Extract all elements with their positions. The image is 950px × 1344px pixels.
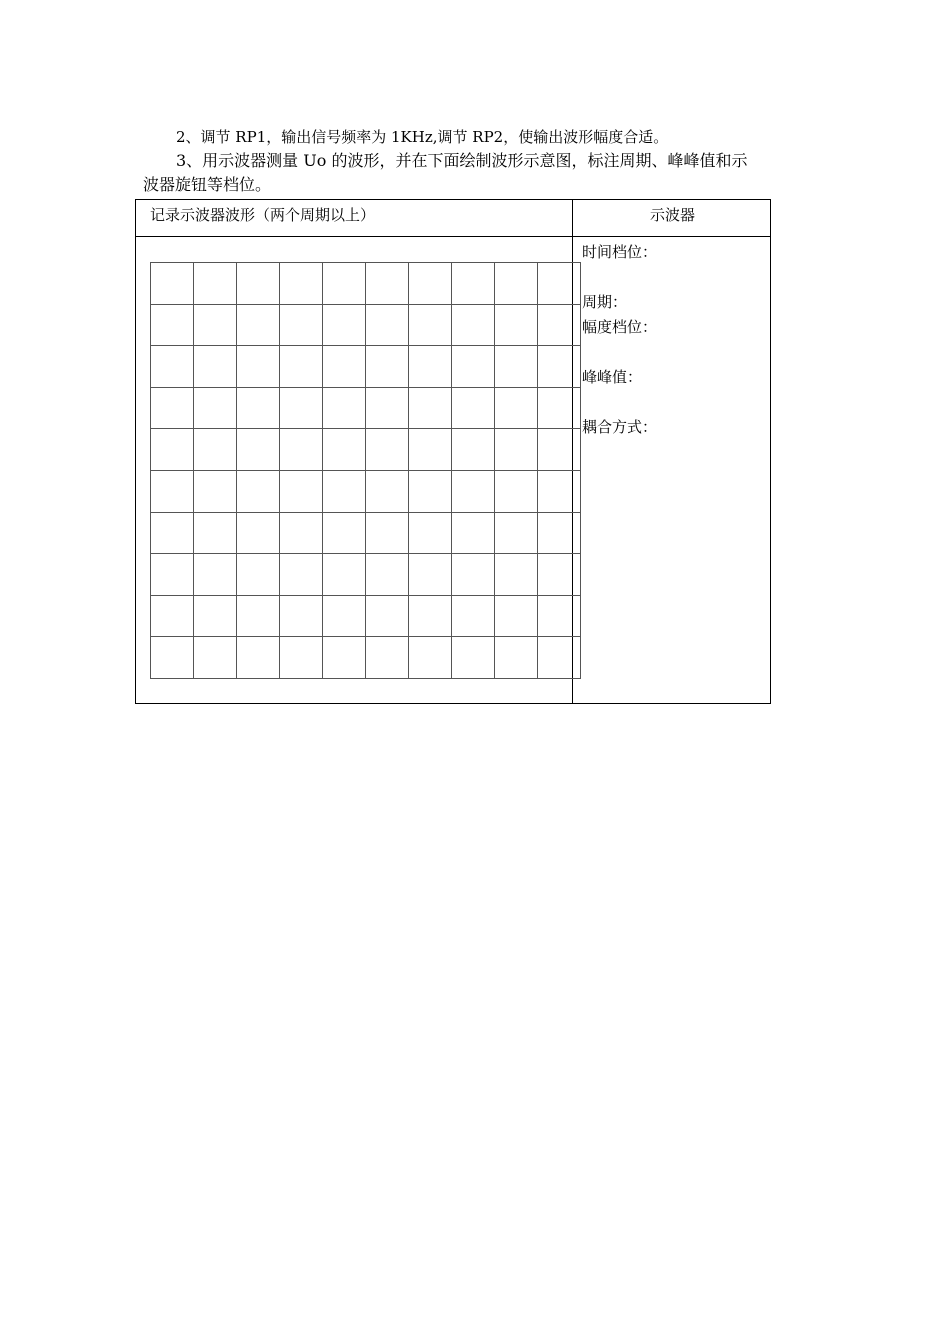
- coupling-mode-label: 耦合方式：: [582, 418, 658, 436]
- grid-cell: [366, 471, 409, 513]
- grid-cell: [538, 596, 581, 638]
- grid-cell: [237, 305, 280, 347]
- grid-cell: [280, 637, 323, 679]
- grid-cell: [452, 305, 495, 347]
- grid-cell: [495, 346, 538, 388]
- grid-cell: [194, 346, 237, 388]
- grid-cell: [495, 263, 538, 305]
- grid-cell: [452, 263, 495, 305]
- grid-cell: [237, 388, 280, 430]
- grid-cell: [495, 513, 538, 555]
- grid-cell: [237, 554, 280, 596]
- grid-cell: [495, 471, 538, 513]
- grid-cell: [280, 346, 323, 388]
- grid-cell: [194, 263, 237, 305]
- grid-cell: [409, 596, 452, 638]
- grid-cell: [495, 596, 538, 638]
- grid-cell: [280, 388, 323, 430]
- header-divider: [136, 236, 770, 237]
- step-3-instruction-line2: 波器旋钮等档位。: [143, 175, 272, 194]
- grid-cell: [452, 596, 495, 638]
- grid-cell: [323, 263, 366, 305]
- grid-cell: [538, 305, 581, 347]
- grid-cell: [151, 554, 194, 596]
- grid-cell: [280, 596, 323, 638]
- grid-cell: [366, 388, 409, 430]
- grid-cell: [409, 513, 452, 555]
- grid-cell: [538, 513, 581, 555]
- step-2-instruction: 2、调节 RP1，输出信号频率为 1KHz,调节 RP2，使输出波形幅度合适。: [176, 128, 669, 146]
- grid-cell: [495, 305, 538, 347]
- grid-cell: [366, 346, 409, 388]
- grid-cell: [366, 429, 409, 471]
- grid-cell: [409, 429, 452, 471]
- grid-cell: [323, 305, 366, 347]
- grid-cell: [366, 305, 409, 347]
- grid-cell: [538, 429, 581, 471]
- grid-cell: [409, 388, 452, 430]
- grid-cell: [151, 471, 194, 513]
- grid-cell: [538, 471, 581, 513]
- grid-cell: [366, 596, 409, 638]
- grid-cell: [452, 429, 495, 471]
- waveform-grid[interactable]: [150, 262, 581, 679]
- grid-cell: [151, 388, 194, 430]
- grid-cell: [194, 596, 237, 638]
- waveform-column-header: 记录示波器波形（两个周期以上）: [150, 206, 376, 224]
- grid-cell: [409, 471, 452, 513]
- grid-cell: [409, 346, 452, 388]
- grid-cell: [323, 513, 366, 555]
- grid-cell: [323, 429, 366, 471]
- grid-cell: [538, 554, 581, 596]
- grid-cell: [280, 305, 323, 347]
- grid-cell: [151, 305, 194, 347]
- grid-cell: [237, 637, 280, 679]
- grid-cell: [538, 637, 581, 679]
- grid-cell: [495, 429, 538, 471]
- grid-cell: [280, 429, 323, 471]
- grid-cell: [366, 554, 409, 596]
- grid-cell: [452, 346, 495, 388]
- grid-cell: [409, 305, 452, 347]
- grid-cell: [194, 305, 237, 347]
- grid-cell: [323, 388, 366, 430]
- time-div-label: 时间档位：: [582, 243, 658, 261]
- grid-cell: [452, 513, 495, 555]
- grid-cell: [366, 637, 409, 679]
- grid-cell: [237, 471, 280, 513]
- grid-cell: [151, 429, 194, 471]
- grid-cell: [495, 554, 538, 596]
- grid-cell: [280, 263, 323, 305]
- grid-cell: [538, 346, 581, 388]
- grid-cell: [280, 554, 323, 596]
- grid-cell: [237, 596, 280, 638]
- grid-cell: [452, 388, 495, 430]
- grid-cell: [151, 346, 194, 388]
- grid-cell: [194, 554, 237, 596]
- grid-cell: [409, 554, 452, 596]
- grid-cell: [194, 637, 237, 679]
- grid-cell: [194, 388, 237, 430]
- grid-cell: [495, 637, 538, 679]
- grid-cell: [280, 513, 323, 555]
- grid-cell: [495, 388, 538, 430]
- grid-cell: [323, 596, 366, 638]
- grid-cell: [151, 637, 194, 679]
- grid-cell: [452, 637, 495, 679]
- grid-cell: [280, 471, 323, 513]
- grid-cell: [151, 263, 194, 305]
- grid-cell: [151, 596, 194, 638]
- grid-cell: [151, 513, 194, 555]
- grid-cell: [237, 263, 280, 305]
- grid-cell: [323, 471, 366, 513]
- grid-cell: [323, 554, 366, 596]
- grid-cell: [237, 346, 280, 388]
- grid-cell: [194, 429, 237, 471]
- peak-to-peak-label: 峰峰值：: [582, 368, 643, 386]
- grid-cell: [237, 429, 280, 471]
- waveform-record-table: [135, 199, 771, 704]
- grid-cell: [409, 263, 452, 305]
- grid-cell: [323, 346, 366, 388]
- amplitude-div-label: 幅度档位：: [582, 318, 658, 336]
- grid-cell: [237, 513, 280, 555]
- grid-cell: [194, 471, 237, 513]
- grid-cell: [538, 263, 581, 305]
- grid-cell: [366, 263, 409, 305]
- grid-cell: [323, 637, 366, 679]
- oscilloscope-column-header: 示波器: [649, 206, 695, 224]
- grid-cell: [409, 637, 452, 679]
- grid-cell: [538, 388, 581, 430]
- period-label: 周期：: [582, 293, 628, 311]
- grid-cell: [452, 471, 495, 513]
- grid-cell: [366, 513, 409, 555]
- grid-cell: [194, 513, 237, 555]
- step-3-instruction-line1: 3、用示波器测量 Uo 的波形，并在下面绘制波形示意图，标注周期、峰峰值和示: [176, 151, 748, 170]
- grid-cell: [452, 554, 495, 596]
